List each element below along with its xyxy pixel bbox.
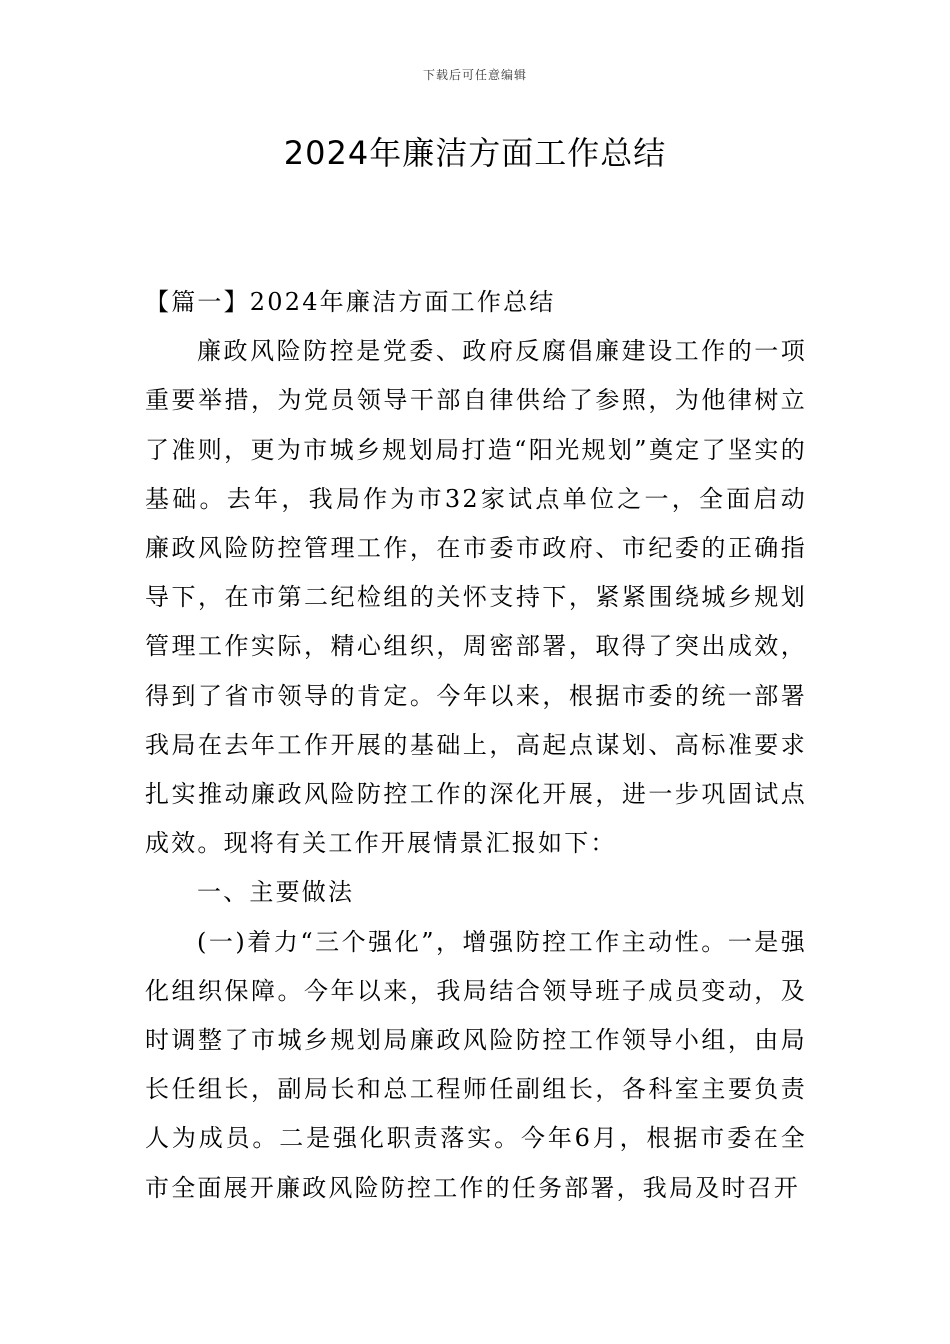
paragraph-intro: 廉政风险防控是党委、政府反腐倡廉建设工作的一项重要举措，为党员领导干部自律供给了参照，为他律树立了准则，更为市城乡规划局打造“阳光规划”奠定了坚实的基础。去年，我局作为市32家试点单位之一，全面启动廉政风险防控管理工作，在市委市政府、市纪委的正确指导下，在市第二纪检组的关怀支持下，紧紧围绕城乡规划管理工作实际，精心组织，周密部署，取得了突出成效，得到了省市领导的肯定。今年以来，根据市委的统一部署我局在去年工作开展的基础上，高起点谋划、高标准要求扎实推动廉政风险防控工作的深化开展，进一步巩固试点成效。现将有关工作开展情景汇报如下： [145, 337, 807, 858]
section-heading-main-practices: 一、主要做法 [197, 878, 355, 907]
header-note: 下载后可任意编辑 [422, 68, 527, 82]
document-title: 2024年廉洁方面工作总结 [283, 134, 667, 172]
paragraph-three-strengthenings: (一)着力“三个强化”，增强防控工作主动性。一是强化组织保障。今年以来，我局结合领导班子成员变动，及时调整了市城乡规划局廉政风险防控工作领导小组，由局长任组长，副局长和总工程师任副组长，各科室主要负责人为成员。二是强化职责落实。今年6月，根据市委在全市全面展开廉政风险防控工作的任务部署，我局及时召开 [145, 927, 807, 1202]
section-subtitle: 【篇一】2024年廉洁方面工作总结 [145, 288, 556, 316]
document-body [145, 278, 807, 1213]
